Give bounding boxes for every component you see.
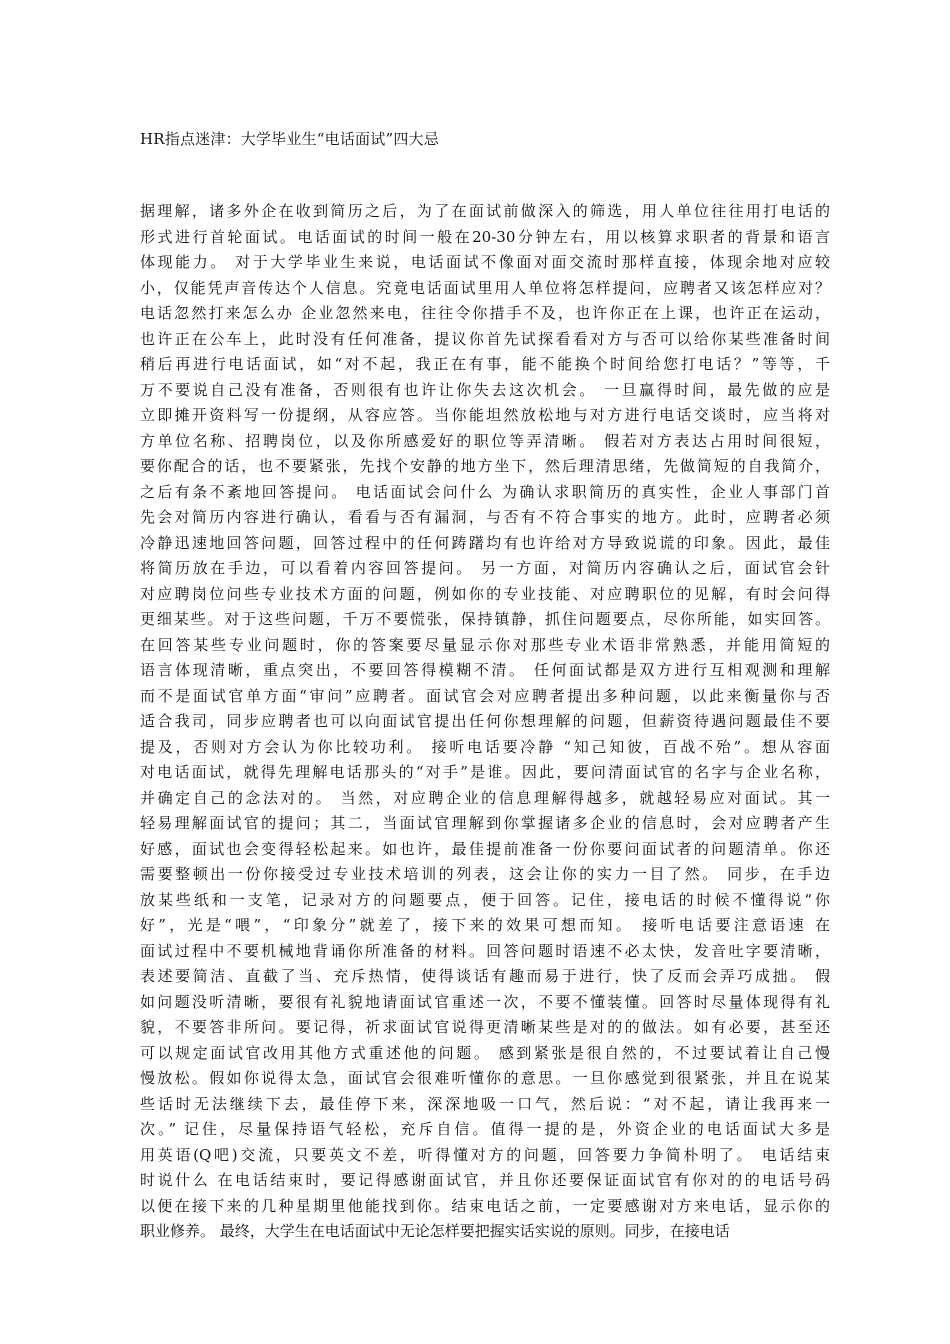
paragraph-line: 立即摊开资料写一份提纲，从容应答。当你能坦然放松地与对方进行电话交谈时，应当将对 [140, 406, 830, 424]
paragraph-line: 将简历放在手边，可以看着内容回答提问。 另一方面，对简历内容确认之后，面试官会针 [140, 559, 830, 577]
paragraph-line: 貌，不要答非所问。要记得，祈求面试官说得更清晰某些是对的的做法。如有必要，甚至还 [140, 1018, 830, 1036]
paragraph-line: 万不要说自己没有准备，否则很有也许让你失去这次机会。 一旦赢得时间，最先做的应是 [140, 380, 830, 399]
paragraph-line: 小，仅能凭声音传达个人信息。究竟电话面试里用人单位将怎样提问，应聘者又该怎样应对？ [140, 278, 830, 297]
paragraph-line: 稍后再进行电话面试，如“对不起，我正在有事，能不能换个时间给您打电话？”等等，千 [140, 355, 830, 373]
paragraph-line: 职业修养。 最终，大学生在电话面试中无论怎样要把握实话实说的原则。同步，在接电话 [140, 1222, 730, 1240]
paragraph-line: 语言体现清晰，重点突出，不要回答得模糊不清。 任何面试都是双方进行互相观测和理解 [140, 661, 830, 679]
paragraph-line: 提及，否则对方会认为你比较功利。 接听电话要冷静 “知己知彼，百战不殆”。想从容面 [140, 737, 830, 756]
paragraph-line: 方单位名称、招聘岗位，以及你所感爱好的职位等弄清晰。 假若对方表达占用时间很短， [140, 431, 830, 450]
paragraph-line: 可以规定面试官改用其他方式重述他的问题。 感到紧张是很自然的，不过要试着让自己慢 [140, 1043, 830, 1062]
paragraph-line: 电话忽然打来怎么办 企业忽然来电，往往令你措手不及，也许你正在上课，也许正在运动， [140, 304, 830, 322]
paragraph-line: 之后有条不紊地回答提问。 电话面试会问什么 为确认求职简历的真实性，企业人事部门首 [140, 482, 830, 501]
paragraph-line: 如问题没听清晰，要很有礼貌地请面试官重述一次，不要不懂装懂。回答时尽量体现得有礼 [140, 992, 830, 1011]
paragraph-line: 也许正在公车上，此时没有任何准备，提议你首先试探看看对方与否可以给你某些准备时间 [140, 329, 830, 348]
paragraph-line: 形式进行首轮面试。电话面试的时间一般在20-30分钟左右，用以核算求职者的背景和语言 [140, 227, 830, 246]
paragraph-line: 冷静迅速地回答问题，回答过程中的任何踌躇均有也许给对方导致说谎的印象。因此，最佳 [140, 533, 830, 552]
paragraph-line: 在回答某些专业问题时，你的答案要尽量显示你对那些专业术语非常熟悉，并能用简短的 [140, 635, 830, 654]
paragraph-line: 更细某些。对于这些问题，千万不要慌张，保持镇静，抓住问题要点，尽你所能，如实回答。 [140, 610, 830, 628]
paragraph-line: 表述要简洁、直截了当、充斥热情，使得谈话有趣而易于进行，快了反而会弄巧成拙。 假 [140, 967, 830, 985]
paragraph-line: 先会对简历内容进行确认，看看与否有漏洞，与否有不符合事实的地方。此时，应聘者必须 [140, 508, 830, 526]
paragraph-line: 轻易理解面试官的提问；其二，当面试官理解到你掌握诸多企业的信息时，会对应聘者产生 [140, 814, 830, 832]
paragraph-line: 面试过程中不要机械地背诵你所准备的材料。回答问题时语速不必太快，发音吐字要清晰， [140, 941, 830, 960]
paragraph-line: 用英语(Q吧)交流，只要英文不差，听得懂对方的问题，回答要力争简朴明了。 电话结束 [140, 1145, 830, 1164]
paragraph-line: 次。” 记住，尽量保持语气轻松，充斥自信。值得一提的是，外资企业的电话面试大多是 [140, 1120, 830, 1138]
paragraph-line: 并确定自己的念法对的。 当然，对应聘企业的信息理解得越多，就越轻易应对面试。其一 [140, 788, 830, 807]
paragraph-line: 需要整顿出一份你接受过专业技术培训的列表，这会让你的实力一目了然。 同步，在手边 [140, 865, 830, 883]
paragraph-line: 要你配合的话，也不要紧张，先找个安静的地方坐下，然后理清思绪，先做简短的自我简介， [140, 457, 830, 475]
paragraph-line: 慢放松。假如你说得太急，面试官会很难听懂你的意思。一旦你感觉到很紧张，并且在说某 [140, 1069, 830, 1087]
paragraph-line: 好感，面试也会变得轻松起来。如也许，最佳提前准备一份你要问面试者的问题清单。你还 [140, 839, 830, 858]
paragraph-line: 对应聘岗位问些专业技术方面的问题，例如你的专业技能、对应聘职位的见解，有时会问得 [140, 584, 830, 603]
document-body [140, 199, 830, 1245]
paragraph-line: 好”，光是“喂”，“印象分”就差了，接下来的效果可想而知。 接听电话要注意语速 在 [140, 916, 830, 934]
paragraph-line: 对电话面试，就得先理解电话那头的“对手”是谁。因此，要问清面试官的名字与企业名称， [140, 763, 830, 781]
paragraph-line: 适合我司，同步应聘者也可以向面试官提出任何你想理解的问题，但薪资待遇问题最佳不要 [140, 712, 830, 730]
paragraph-line: 些话时无法继续下去，最佳停下来，深深地吸一口气，然后说：“对不起，请让我再来一 [140, 1094, 830, 1113]
paragraph-line: 体现能力。 对于大学毕业生来说，电话面试不像面对面交流时那样直接，体现余地对应较 [140, 253, 830, 271]
paragraph-line: 以便在接下来的几种星期里他能找到你。结束电话之前，一定要感谢对方来电话，显示你的 [140, 1196, 830, 1215]
paragraph-line: 时说什么 在电话结束时，要记得感谢面试官，并且你还要保证面试官有你对的的电话号码 [140, 1171, 830, 1189]
paragraph-line: 放某些纸和一支笔，记录对方的问题要点，便于回答。记住，接电话的时候不懂得说“你 [140, 890, 830, 909]
paragraph-line: 而不是面试官单方面“审问”应聘者。面试官会对应聘者提出多种问题，以此来衡量你与否 [140, 686, 830, 705]
document-title: HR指点迷津：大学毕业生“电话面试”四大忌 [140, 130, 439, 148]
paragraph-line: 据理解，诸多外企在收到简历之后，为了在面试前做深入的筛选，用人单位往往用打电话的 [140, 202, 830, 220]
